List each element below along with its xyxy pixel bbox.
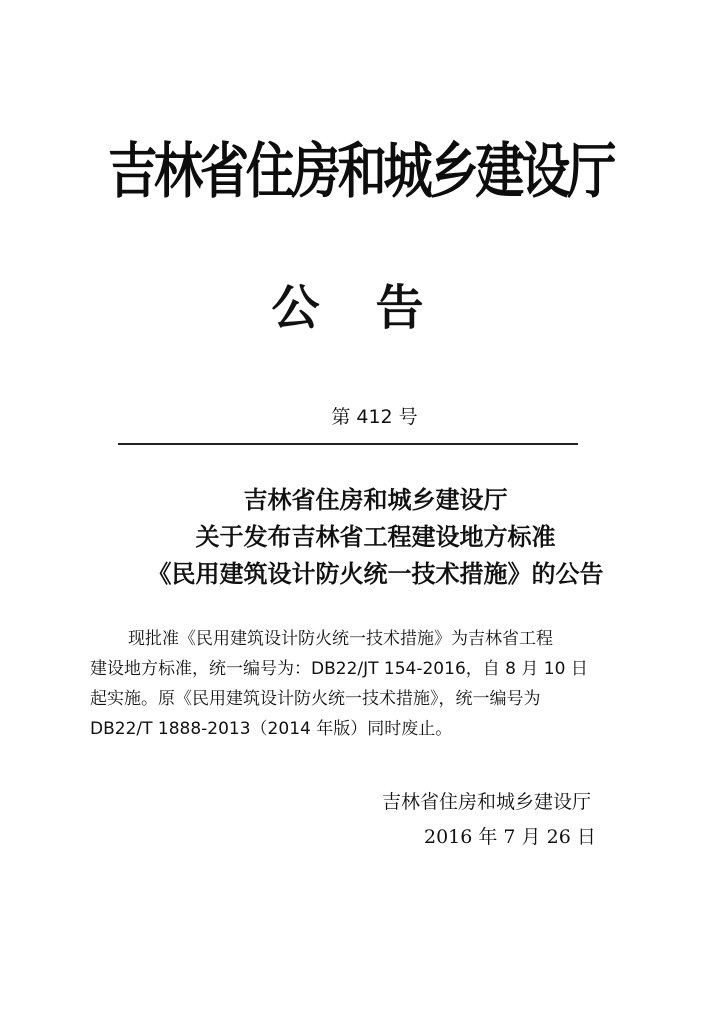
subject-line-1: 吉林省住房和城乡建设厅 — [243, 486, 508, 514]
signature-date: 2016 年 7 月 26 日 — [424, 826, 596, 848]
header-divider — [118, 443, 578, 445]
signature-organization: 吉林省住房和城乡建设厅 — [382, 791, 592, 813]
notice-body — [90, 624, 610, 744]
body-line-3: 起实施。原《民用建筑设计防火统一技术措施》，统一编号为 — [90, 689, 541, 709]
subject-line-2: 关于发布吉林省工程建设地方标准 — [195, 523, 556, 551]
body-line-1: 现批准《民用建筑设计防火统一技术措施》为吉林省工程 — [128, 629, 553, 649]
issuer-title: 吉林省住房和城乡建设厅 — [108, 137, 614, 207]
notice-heading: 公告 — [271, 280, 480, 336]
body-line-4: DB22/T 1888-2013（2014 年版）同时废止。 — [90, 719, 453, 739]
notice-subject — [0, 482, 721, 593]
body-line-2: 建设地方标准，统一编号为：DB22/JT 154-2016，自 8 月 10 日 — [90, 659, 588, 679]
notice-number: 第 412 号 — [331, 406, 418, 428]
subject-line-3: 《民用建筑设计防火统一技术措施》的公告 — [147, 560, 604, 588]
